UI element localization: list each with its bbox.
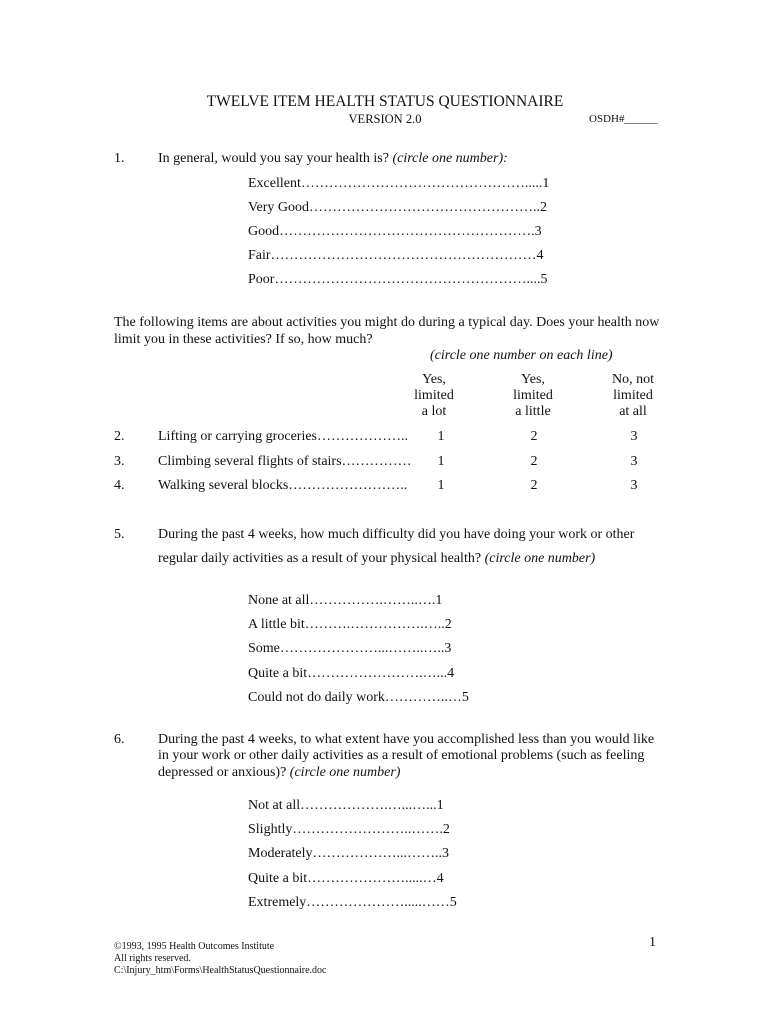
row-choice[interactable]: 3 [630,454,638,469]
q6-option[interactable]: Moderately………………...……..3 [248,846,450,861]
activities-instruction [430,348,613,364]
row-choice[interactable]: 1 [437,478,445,493]
row-choice[interactable]: 2 [530,429,538,444]
q6-question: depressed or anxious)? [158,765,287,780]
q6-option[interactable]: Not at all……………….…...…...1 [248,798,444,813]
row-number: 4. [114,478,125,493]
row-label: Lifting or carrying groceries……………….. [158,429,408,444]
q1-option[interactable]: Very Good…………………………………………..2 [248,200,548,215]
q5-option[interactable]: None at all…………….……..….1 [248,593,443,608]
column-header-line: at all [619,404,647,419]
row-choice[interactable]: 1 [437,429,445,444]
osdh-field: OSDH#______ [589,113,658,125]
q1-number: 1. [114,151,125,166]
q1-instruction: (circle one number): [392,151,508,166]
page-number: 1 [649,935,656,950]
footer-copyright: ©1993, 1995 Health Outcomes Institute [114,941,275,952]
q1-option[interactable]: Poor………………………………………………....5 [248,272,548,287]
q5-number: 5. [114,527,125,542]
row-choice[interactable]: 3 [630,478,638,493]
q6-option[interactable]: Quite a bit………………….....…4 [248,871,444,886]
document-title: TWELVE ITEM HEALTH STATUS QUESTIONNAIRE [206,93,564,110]
q1-option[interactable]: Good……………………………………………….3 [248,224,542,239]
q1-option[interactable]: Excellent………………………………………….....1 [248,176,550,191]
column-header-limited-a-little [498,372,568,420]
column-header-line: limited [513,388,553,403]
row-choice[interactable]: 2 [530,454,538,469]
column-header-line: Yes, [422,372,446,387]
q6-line2: in your work or other daily activities as a result of emotional problems (such as feeling [158,748,645,763]
q5-option[interactable]: Some…………………...……..…..3 [248,641,452,656]
q6-instruction: (circle one number) [289,765,401,780]
q5-option[interactable]: Could not do daily work…………..…5 [248,690,469,705]
q5-line1: During the past 4 weeks, how much difficulty did you have doing your work or other [158,527,635,542]
column-header-line: a little [515,404,551,419]
column-header-line: limited [414,388,454,403]
activities-instruction-text: (circle one number on each line) [430,348,613,363]
q5-line2 [158,551,595,567]
row-label: Walking several blocks…………………….. [158,478,408,493]
row-label: Climbing several flights of stairs…………… [158,454,412,469]
q1-question: In general, would you say your health is? [158,151,389,166]
column-header-not-limited [598,372,668,420]
q6-number: 6. [114,732,125,747]
q1-option[interactable]: Fair…………………………………………………4 [248,248,544,263]
activities-intro-line1: The following items are about activities you might do during a typical day. Does your health now [114,315,660,330]
row-choice[interactable]: 1 [437,454,445,469]
footer-file-path: C:\Injury_htm\Forms\HealthStatusQuestionnaire.doc [114,965,327,976]
q5-instruction: (circle one number) [484,551,596,566]
q6-option[interactable]: Slightly……………………..…….2 [248,822,450,837]
row-number: 2. [114,429,125,444]
column-header-line: a lot [421,404,447,419]
footer-rights: All rights reserved. [114,953,191,964]
q6-option[interactable]: Extremely………………….....……5 [248,895,457,910]
q5-question: regular daily activities as a result of your physical health? [158,551,482,566]
q6-line3 [158,765,400,781]
column-header-limited-a-lot [399,372,469,420]
q1-text [158,151,508,167]
column-header-line: No, not [612,372,654,387]
row-number: 3. [114,454,125,469]
row-choice[interactable]: 2 [530,478,538,493]
document-version: VERSION 2.0 [348,112,422,126]
column-header-line: Yes, [521,372,545,387]
row-choice[interactable]: 3 [630,429,638,444]
activities-intro-line2: limit you in these activities? If so, how much? [114,332,373,347]
q6-line1: During the past 4 weeks, to what extent have you accomplished less than you would like [158,732,655,747]
q5-option[interactable]: Quite a bit…………………….…...4 [248,666,455,681]
q5-option[interactable]: A little bit……….…………….…..2 [248,617,452,632]
column-header-line: limited [613,388,653,403]
